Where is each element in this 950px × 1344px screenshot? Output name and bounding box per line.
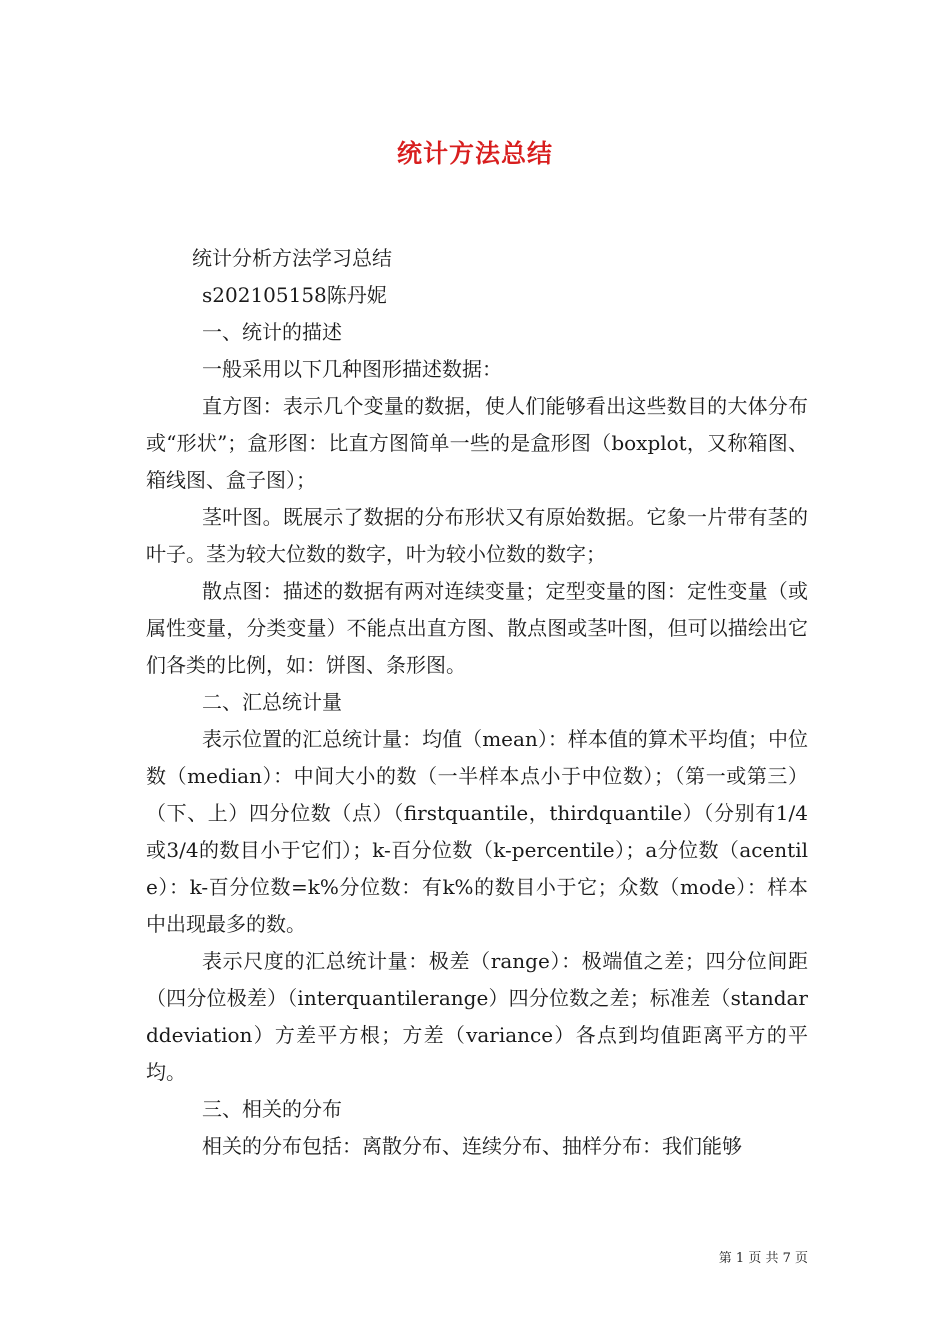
document-body [146,240,808,1165]
paragraph: 直方图：表示几个变量的数据，使人们能够看出这些数目的大体分布或“形状”；盒形图：比直方图简单一些的是盒形图（boxplot，又称箱图、箱线图、盒子图）； [146,394,808,492]
page-indicator: 第 1 页 共 7 页 [718,1251,808,1266]
document-subtitle: 统计分析方法学习总结 [192,246,392,270]
paragraph: 一般采用以下几种图形描述数据： [202,357,502,381]
paragraph: 表示位置的汇总统计量：均值（mean）：样本值的算术平均值；中位数（median）：中间大小的数（一半样本点小于中位数）；（第一或第三）（下、上）四分位数（点）（firstquantile，thirdquantile）（分别有1/4或3/4的数目小于它们）；k-百分位数（k-percentile）；a分位数（acentile）：k-百分位数=k%分位数：有k%的数目小于它；众数（mode）：样本中出现最多的数。 [146,727,808,936]
page-title: 统计方法总结 [396,139,553,168]
section-heading-3: 三、相关的分布 [202,1097,342,1121]
paragraph: 茎叶图。既展示了数据的分布形状又有原始数据。它象一片带有茎的叶子。茎为较大位数的数字，叶为较小位数的数字； [146,505,808,566]
paragraph: 散点图：描述的数据有两对连续变量；定型变量的图：定性变量（或属性变量，分类变量）不能点出直方图、散点图或茎叶图，但可以描绘出它们各类的比例，如：饼图、条形图。 [146,579,808,677]
paragraph: 表示尺度的汇总统计量：极差（range）：极端值之差；四分位间距（四分位极差）（interquantilerange）四分位数之差；标准差（standarddeviation）方差平方根；方差（variance）各点到均值距离平方的平均。 [146,949,808,1084]
section-heading-2: 二、汇总统计量 [202,690,342,714]
paragraph: 相关的分布包括：离散分布、连续分布、抽样分布：我们能够 [202,1134,742,1158]
author-line: s202105158陈丹妮 [202,283,387,307]
section-heading-1: 一、统计的描述 [202,320,342,344]
